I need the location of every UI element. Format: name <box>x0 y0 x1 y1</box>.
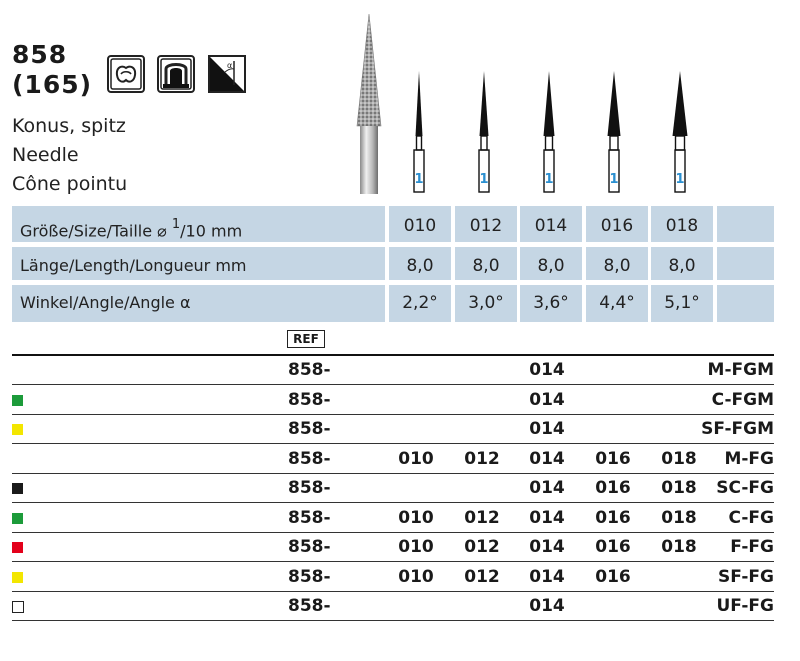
product-number-block <box>12 40 92 100</box>
spec-value: 8,0 <box>668 256 696 276</box>
spec-value: 3,6° <box>533 293 569 313</box>
spec-value: 8,0 <box>537 256 565 276</box>
name-de: Konus, spitz <box>12 115 126 137</box>
ref-size-code: 014 <box>529 566 565 587</box>
ref-size-code: 012 <box>464 507 500 528</box>
ref-type-code: M-FG <box>724 448 774 469</box>
color-marker <box>12 424 23 435</box>
spec-value: 8,0 <box>472 256 500 276</box>
ref-size-code: 018 <box>661 448 697 469</box>
ref-prefix: 858- <box>288 596 331 616</box>
ref-label: REF <box>287 330 325 348</box>
spec-row-divider <box>12 280 774 285</box>
cone-angle-icon <box>208 55 246 93</box>
product-number: 858 <box>12 40 68 69</box>
spec-value: 8,0 <box>406 256 434 276</box>
ref-size-code: 014 <box>529 419 565 439</box>
color-marker <box>12 395 23 406</box>
ref-size-code: 012 <box>464 537 500 557</box>
spec-value: 5,1° <box>664 293 700 313</box>
svg-text:α: α <box>227 61 233 70</box>
ref-size-code: 018 <box>661 478 697 498</box>
ref-size-code: 016 <box>595 566 631 587</box>
ref-prefix: 858- <box>288 360 331 380</box>
name-fr: Cône pointu <box>12 173 128 195</box>
ref-size-code: 014 <box>529 360 565 380</box>
ref-size-code: 010 <box>398 537 434 557</box>
ref-size-code: 014 <box>529 596 565 616</box>
ref-size-code: 014 <box>529 448 565 469</box>
ref-size-code: 010 <box>398 507 434 528</box>
order-table-top-rule <box>12 354 774 356</box>
spec-label-length: Länge/Length/Longueur mm <box>20 256 247 275</box>
spec-value: 010 <box>403 216 437 236</box>
product-names <box>12 112 127 199</box>
shank-label: 1 <box>414 172 424 187</box>
shank-label: 1 <box>544 172 554 187</box>
spec-label-size: Größe/Size/Taille ⌀ $^1$/10 mm <box>20 217 243 241</box>
ref-size-code: 010 <box>398 566 434 587</box>
order-row-rule <box>12 414 774 415</box>
ref-type-code: SF-FG <box>718 566 774 587</box>
shank-label: 1 <box>675 172 685 187</box>
color-marker <box>12 483 23 494</box>
spec-value: 3,0° <box>468 293 504 313</box>
crown-preparation-icon <box>157 55 195 93</box>
color-marker <box>12 572 23 583</box>
spec-value: 018 <box>665 216 699 236</box>
iso-number: (165) <box>12 70 93 99</box>
spec-label-angle: Winkel/Angle/Angle α <box>20 293 191 312</box>
color-marker <box>12 601 24 613</box>
spec-value: 2,2° <box>402 293 438 313</box>
ref-type-code: UF-FG <box>716 596 774 616</box>
name-en: Needle <box>12 144 79 166</box>
ref-prefix: 858- <box>288 389 331 410</box>
ref-size-code: 010 <box>398 448 434 469</box>
spec-value: 016 <box>600 216 634 236</box>
ref-size-code: 016 <box>595 537 631 557</box>
ref-type-code: M-FGM <box>707 360 774 380</box>
spec-value: 4,4° <box>599 293 635 313</box>
ref-prefix: 858- <box>288 448 331 469</box>
spec-value: 014 <box>534 216 568 236</box>
size-silhouettes <box>400 66 710 194</box>
shank-label: 1 <box>609 172 619 187</box>
order-row-rule <box>12 620 774 621</box>
ref-size-code: 016 <box>595 448 631 469</box>
bur-photo <box>346 12 392 196</box>
ref-type-code: SF-FGM <box>701 419 774 439</box>
tooth-crown-icon <box>107 55 145 93</box>
ref-prefix: 858- <box>288 478 331 498</box>
ref-prefix: 858- <box>288 566 331 587</box>
ref-size-code: 018 <box>661 507 697 528</box>
ref-size-code: 016 <box>595 478 631 498</box>
ref-size-code: 012 <box>464 448 500 469</box>
ref-prefix: 858- <box>288 507 331 528</box>
ref-type-code: F-FG <box>730 537 774 557</box>
ref-type-code: C-FGM <box>711 389 774 410</box>
spec-column-bg <box>717 206 774 322</box>
spec-value: 8,0 <box>603 256 631 276</box>
ref-size-code: 014 <box>529 478 565 498</box>
order-row-rule <box>12 384 774 385</box>
shank-label: 1 <box>479 172 489 187</box>
ref-size-code: 014 <box>529 507 565 528</box>
ref-size-code: 014 <box>529 389 565 410</box>
ref-size-code: 018 <box>661 537 697 557</box>
ref-size-code: 014 <box>529 537 565 557</box>
ref-size-code: 016 <box>595 507 631 528</box>
ref-type-code: C-FG <box>728 507 774 528</box>
spec-value: 012 <box>469 216 503 236</box>
ref-prefix: 858- <box>288 537 331 557</box>
color-marker <box>12 542 23 553</box>
spec-row-divider <box>12 242 774 247</box>
ref-type-code: SC-FG <box>716 478 774 498</box>
color-marker <box>12 513 23 524</box>
order-row-rule <box>12 591 774 592</box>
ref-size-code: 012 <box>464 566 500 587</box>
ref-prefix: 858- <box>288 419 331 439</box>
